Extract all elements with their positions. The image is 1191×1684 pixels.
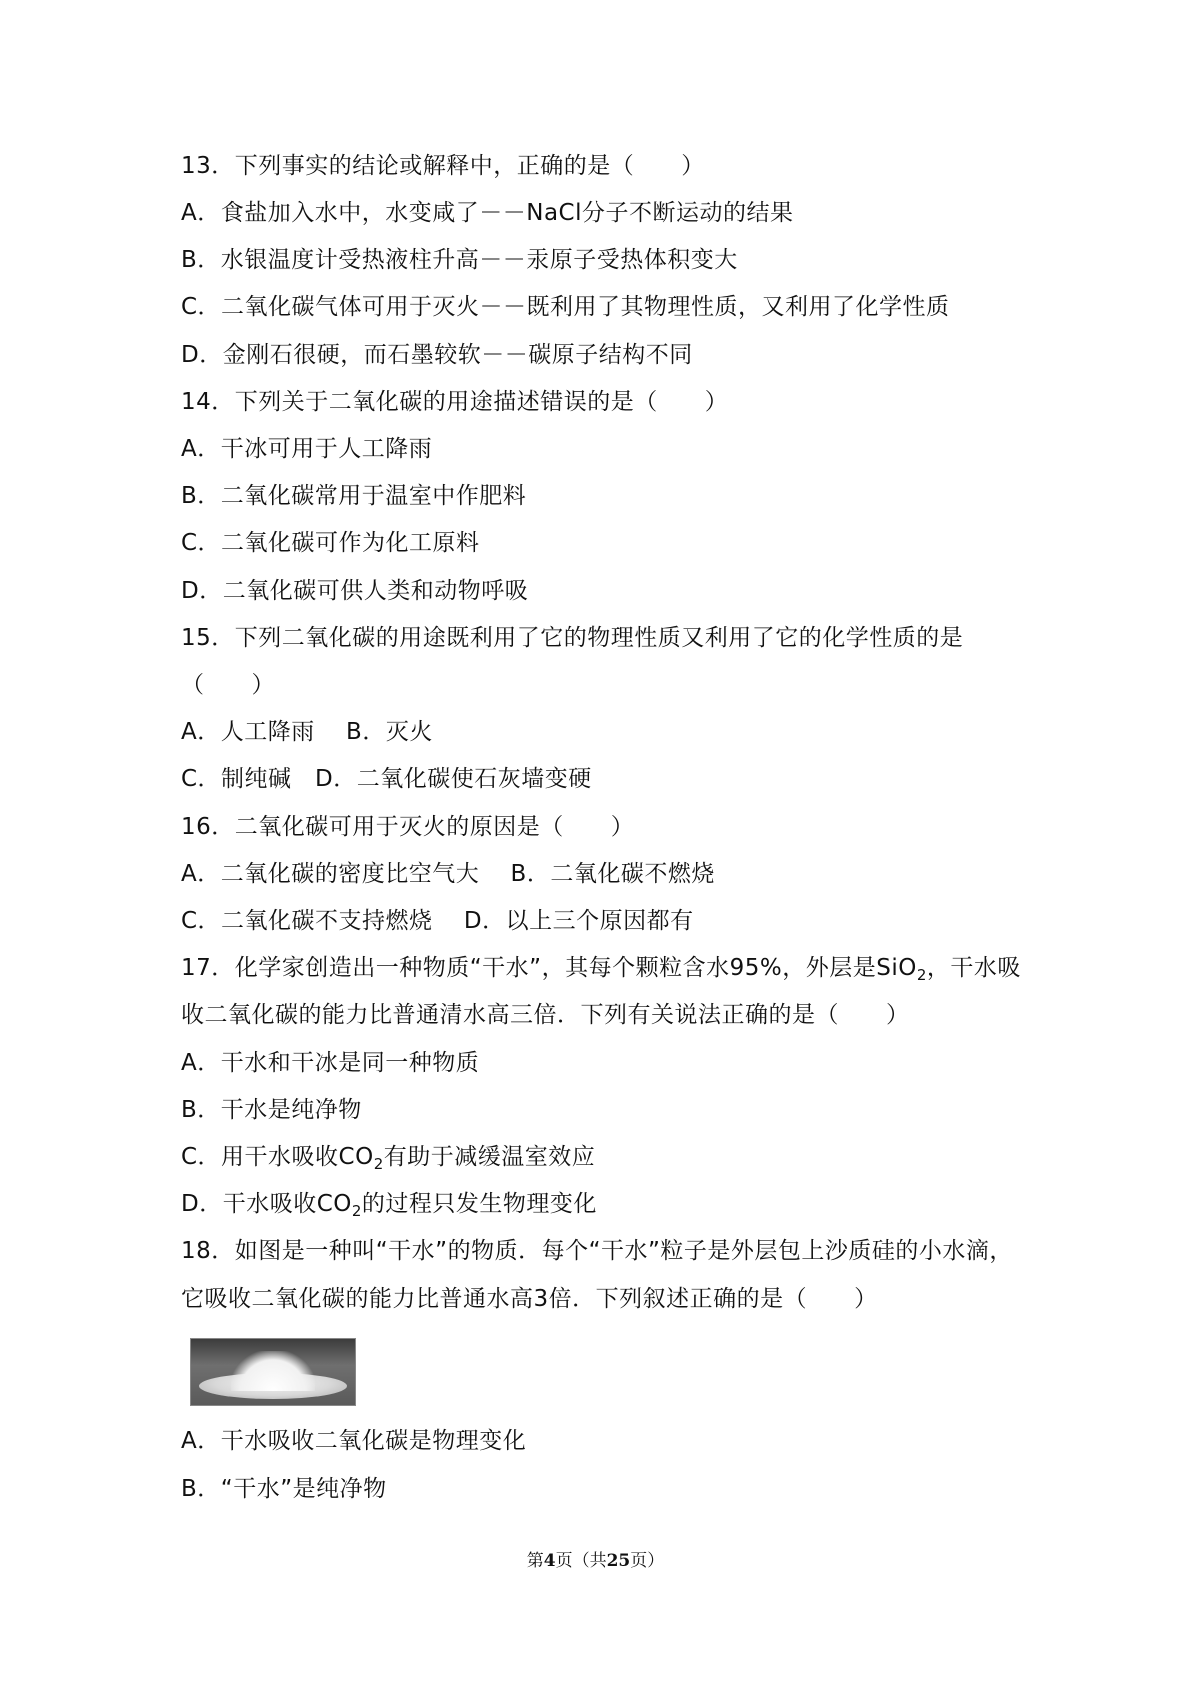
q14-option-b: B．二氧化碳常用于温室中作肥料 (181, 483, 527, 509)
q13-option-d: D．金刚石很硬，而石墨较软－－碳原子结构不同 (181, 342, 693, 368)
q14-option-d: D．二氧化碳可供人类和动物呼吸 (181, 578, 529, 604)
q17-stem-cont: 收二氧化碳的能力比普通清水高三倍．下列有关说法正确的是（ ） (181, 1002, 910, 1028)
q14-stem: 14．下列关于二氧化碳的用途描述错误的是（ ） (181, 389, 729, 415)
q18-stem-cont: 它吸收二氧化碳的能力比普通水高3倍．下列叙述正确的是（ ） (181, 1286, 878, 1312)
q18-stem: 18．如图是一种叫“干水”的物质．每个“干水”粒子是外层包上沙质硅的小水滴， (181, 1238, 1013, 1264)
q18-option-a: A．干水吸收二氧化碳是物理变化 (181, 1428, 527, 1454)
q17-option-c: C．用干水吸收$CO_2$有助于减缓温室效应 (181, 1144, 596, 1173)
page-total: 25 (606, 1551, 631, 1571)
q18-option-b: B．“干水”是纯净物 (181, 1476, 387, 1502)
q13-option-b: B．水银温度计受热液柱升高－－汞原子受热体积变大 (181, 247, 738, 273)
q17-option-d: D．干水吸收$CO_2$的过程只发生物理变化 (181, 1191, 597, 1220)
page-number: 4 (543, 1551, 556, 1571)
q16-options-cd: C．二氧化碳不支持燃烧 D．以上三个原因都有 (181, 908, 694, 934)
q17-option-b: B．干水是纯净物 (181, 1097, 362, 1123)
q15-stem-cont: （ ） (181, 672, 275, 698)
q13-option-a: A．食盐加入水中，水变咸了－－NaCl分子不断运动的结果 (181, 200, 794, 226)
powder-pile (231, 1351, 315, 1391)
q16-stem: 16．二氧化碳可用于灭火的原因是（ ） (181, 814, 635, 840)
q15-options-ab: A．人工降雨 B．灭火 (181, 719, 433, 745)
q17-option-a: A．干水和干冰是同一种物质 (181, 1050, 480, 1076)
q13-option-c: C．二氧化碳气体可用于灭火－－既利用了其物理性质，又利用了化学性质 (181, 294, 950, 320)
q16-options-ab: A．二氧化碳的密度比空气大 B．二氧化碳不燃烧 (181, 861, 715, 887)
page-footer: 第4页（共25页） (526, 1551, 665, 1571)
q15-stem: 15．下列二氧化碳的用途既利用了它的物理性质又利用了它的化学性质的是 (181, 625, 964, 651)
dry-water-photo (190, 1338, 356, 1406)
q17-stem: 17．化学家创造出一种物质“干水”，其每个颗粒含水95%，外层是SiO$_2$，干水吸 (181, 955, 1021, 984)
q15-options-cd: C．制纯碱 D．二氧化碳使石灰墙变硬 (181, 766, 592, 792)
q13-stem: 13．下列事实的结论或解释中，正确的是（ ） (181, 153, 705, 179)
q14-option-a: A．干冰可用于人工降雨 (181, 436, 433, 462)
q14-option-c: C．二氧化碳可作为化工原料 (181, 530, 480, 556)
